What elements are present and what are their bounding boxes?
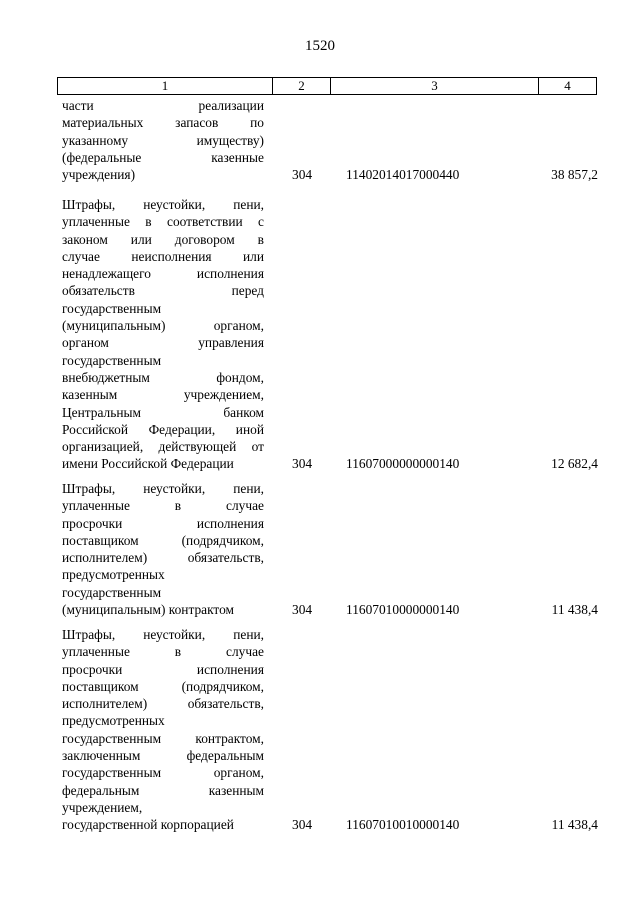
row-sum: 12 682,4 xyxy=(551,456,598,472)
description-line: Российской Федерации, иной xyxy=(62,421,264,437)
description-line: обязательств перед xyxy=(62,283,264,299)
description-line: предусмотренных xyxy=(62,713,165,729)
description-line: казенным учреждением, xyxy=(62,387,264,403)
description-line: поставщиком (подрядчиком, xyxy=(62,532,264,548)
row-code: 304 xyxy=(292,456,313,472)
row-sum: 11 438,4 xyxy=(551,817,598,833)
description-line: учреждением, xyxy=(62,799,143,815)
description-line: организацией, действующей от xyxy=(62,439,264,455)
description-line: учреждения) xyxy=(62,167,136,183)
description-line: государственным xyxy=(62,300,162,316)
row-description xyxy=(62,196,264,473)
row-code: 304 xyxy=(292,602,313,618)
table-row xyxy=(62,626,598,834)
row-description xyxy=(62,626,264,834)
description-line: внебюджетным фондом, xyxy=(62,369,264,385)
row-description xyxy=(62,97,264,183)
description-line: Штрафы, неустойки, пени, xyxy=(62,627,264,642)
description-line: просрочки исполнения xyxy=(62,515,264,531)
header-col-3: 3 xyxy=(331,78,539,94)
description-line: уплаченные в случае xyxy=(62,644,264,660)
table-row xyxy=(62,480,598,618)
row-sum: 38 857,2 xyxy=(551,167,598,183)
row-kbk: 11607010000000140 xyxy=(346,602,460,618)
description-line: государственным xyxy=(62,352,162,368)
header-col-4: 4 xyxy=(564,78,571,93)
description-line: (муниципальным) контрактом xyxy=(62,602,235,618)
description-line: Штрафы, неустойки, пени, xyxy=(62,481,264,496)
description-line: материальных запасов по xyxy=(62,115,264,131)
description-line: Штрафы, неустойки, пени, xyxy=(62,197,264,212)
row-kbk: 11607000000000140 xyxy=(346,456,460,472)
description-line: уплаченные в случае xyxy=(62,498,264,514)
description-line: органом управления xyxy=(62,335,264,351)
description-line: государственным xyxy=(62,584,162,600)
description-line: государственным контрактом, xyxy=(62,730,264,746)
header-col-1: 1 xyxy=(58,78,273,94)
page-number: 1520 xyxy=(305,38,335,54)
description-line: исполнителем) обязательств, xyxy=(62,696,264,712)
row-kbk: 11402014017000440 xyxy=(346,167,460,183)
description-line: государственной корпорацией xyxy=(62,817,234,833)
row-code: 304 xyxy=(292,817,313,833)
table-row xyxy=(62,196,598,473)
description-line: имени Российской Федерации xyxy=(62,456,234,472)
row-code: 304 xyxy=(292,167,313,183)
header-col-2: 2 xyxy=(273,78,331,94)
description-line: предусмотренных xyxy=(62,567,165,583)
description-line: государственным органом, xyxy=(62,765,264,781)
description-line: заключенным федеральным xyxy=(62,748,264,764)
table-row xyxy=(62,97,598,183)
description-line: исполнителем) обязательств, xyxy=(62,550,264,566)
description-line: поставщиком (подрядчиком, xyxy=(62,678,264,694)
description-line: случае неисполнения или xyxy=(62,248,264,264)
description-line: Центральным банком xyxy=(62,404,264,420)
row-sum: 11 438,4 xyxy=(551,602,598,618)
row-kbk: 11607010010000140 xyxy=(346,817,460,833)
description-line: уплаченные в соответствии с xyxy=(62,214,264,230)
row-description xyxy=(62,480,264,618)
description-line: указанному имущеcтву) xyxy=(62,132,264,148)
table-header xyxy=(57,77,597,95)
description-line: просрочки исполнения xyxy=(62,661,264,677)
description-line: (федеральные казенные xyxy=(62,149,264,165)
description-line: законом или договором в xyxy=(62,231,264,247)
description-line: части реализации xyxy=(62,98,264,113)
description-line: ненадлежащего исполнения xyxy=(62,266,264,282)
description-line: (муниципальным) органом, xyxy=(62,318,264,334)
description-line: федеральным казенным xyxy=(62,782,264,798)
